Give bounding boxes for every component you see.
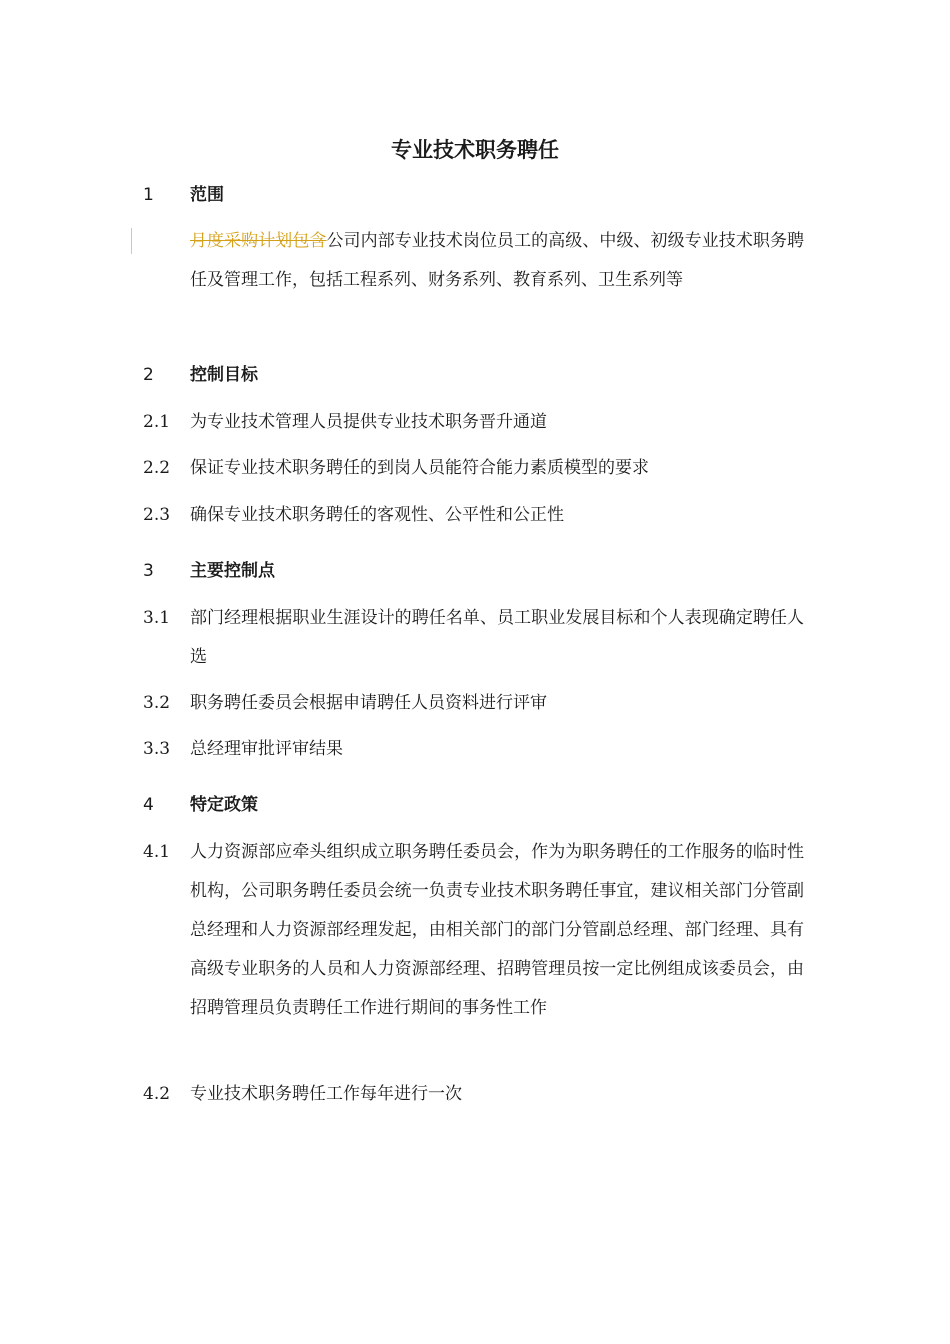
section-number: 4: [143, 795, 154, 815]
item-number: 3.2: [143, 693, 171, 713]
page-title: 专业技术职务聘任: [391, 138, 559, 162]
section-title: 主要控制点: [190, 561, 275, 581]
section-number: 3: [143, 561, 154, 581]
item-number: 2.2: [143, 458, 171, 478]
item-text: 总经理审批评审结果: [190, 739, 343, 759]
item-text: 职务聘任委员会根据申请聘任人员资料进行评审: [190, 693, 547, 713]
item-text: 确保专业技术职务聘任的客观性、公平性和公正性: [190, 505, 564, 525]
item-number: 4.1: [143, 842, 171, 862]
scope-text: 公司内部专业技术岗位员工的高级、中级、初级专业技术职务聘任及管理工作，包括工程系列、财务系列、教育系列、卫生系列等: [190, 231, 805, 290]
section-title: 范围: [190, 185, 224, 205]
section-number: 1: [143, 185, 154, 205]
item-number: 3.3: [143, 739, 171, 759]
item-text: 为专业技术管理人员提供专业技术职务晋升通道: [190, 412, 547, 432]
section-title: 控制目标: [190, 365, 258, 385]
section-number: 2: [143, 365, 154, 385]
item-text: 专业技术职务聘任工作每年进行一次: [190, 1084, 462, 1104]
item-number: 3.1: [143, 608, 171, 628]
item-number: 2.1: [143, 412, 171, 432]
section-title: 特定政策: [190, 795, 258, 815]
item-text: 部门经理根据职业生涯设计的聘任名单、员工职业发展目标和个人表现确定聘任人选: [190, 608, 804, 667]
item-number: 2.3: [143, 505, 171, 525]
item-text: 保证专业技术职务聘任的到岗人员能符合能力素质模型的要求: [190, 458, 649, 478]
scope-text-block: [190, 222, 804, 300]
item-number: 4.2: [143, 1084, 171, 1104]
revision-change-bar: [131, 228, 132, 254]
deleted-text: 月度采购计划包含: [190, 231, 327, 251]
item-text: 人力资源部应牵头组织成立职务聘任委员会，作为为职务聘任的工作服务的临时性机构，公司职务聘任委员会统一负责专业技术职务聘任事宜，建议相关部门分管副总经理和人力资源部经理发起，由相关部门的部门分管副总经理、部门经理、具有高级专业职务的人员和人力资源部经理、招聘管理员按一定比例组成该委员会，由招聘管理员负责聘任工作进行期间的事务性工作: [190, 842, 804, 1018]
